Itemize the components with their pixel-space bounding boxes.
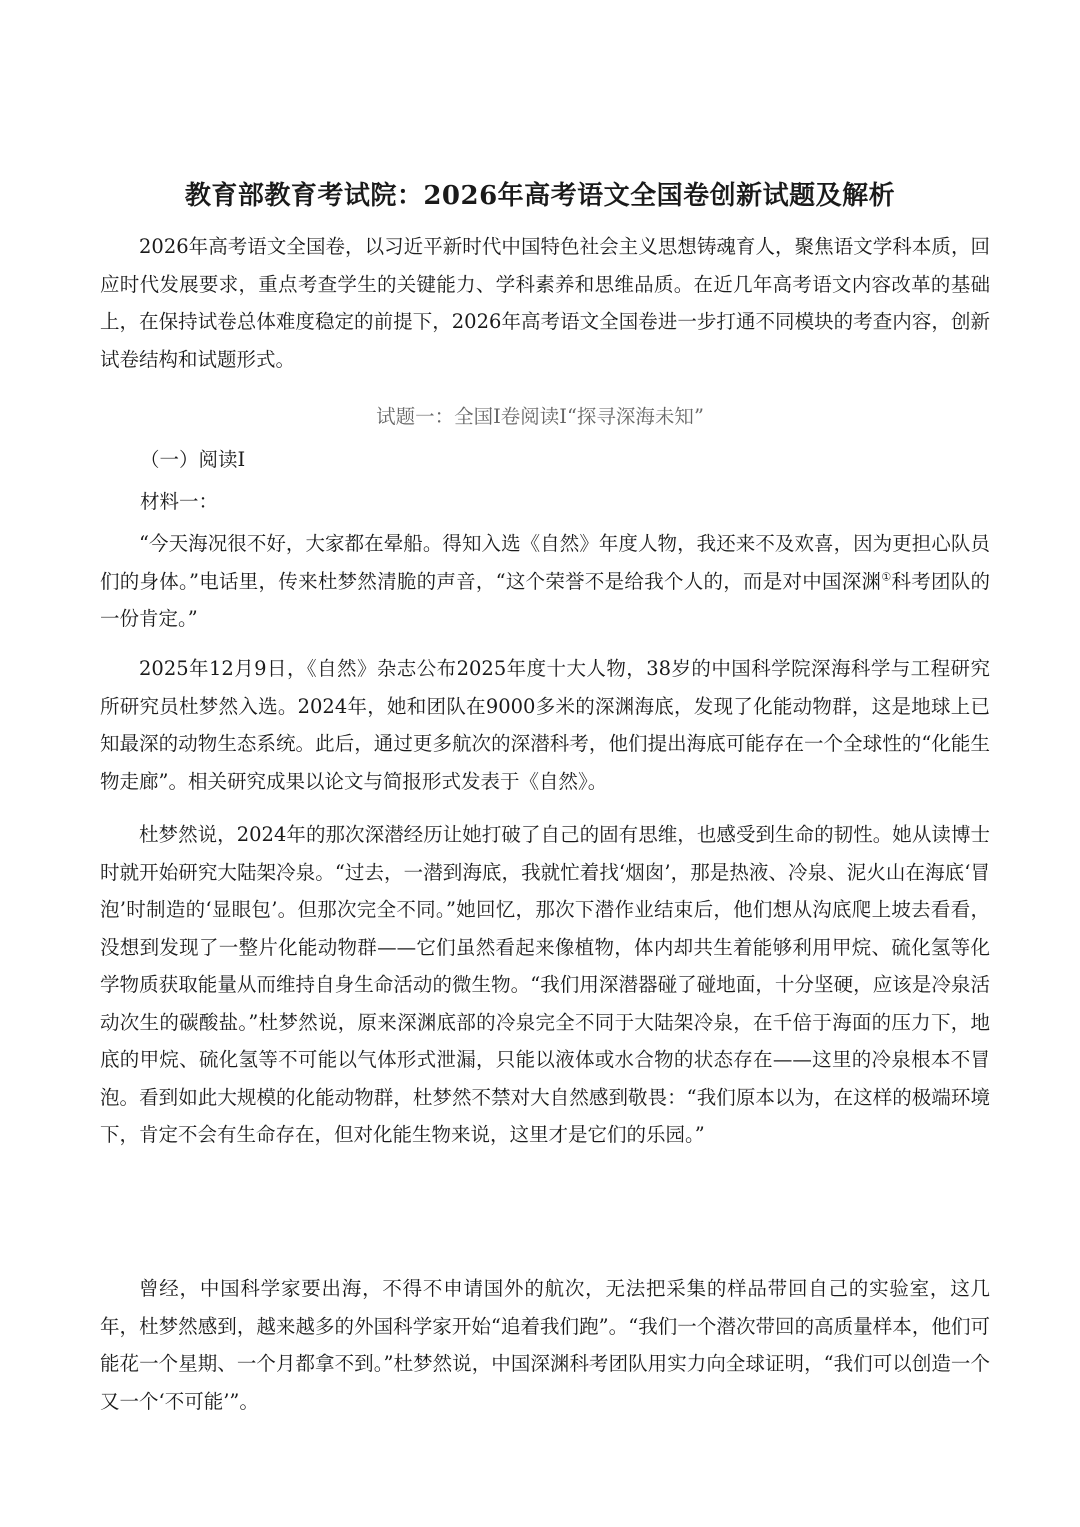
question-subtitle: 试题一：全国Ⅰ卷阅读Ⅰ“探寻深海未知” <box>376 405 704 428</box>
document-title: 教育部教育考试院：2026年高考语文全国卷创新试题及解析 <box>184 181 896 211</box>
paragraph-3: 杜梦然说，2024年的那次深潜经历让她打破了自己的固有思维，也感受到生命的韧性。她从读博士时就开始研究大陆架冷泉。“过去，一潜到海底，我就忙着找‘烟囱’，那是热液、冷泉、泥火山在海底‘冒泡’时制造的‘显眼包’。但那次完全不同。”她回忆，那次下潜作业结束后，他们想从沟底爬上坡去看看，没想到发现了一整片化能动物群——它们虽然看起来像植物，体内却共生着能够利用甲烷、硫化氢等化学物质获取能量从而维持自身生命活动的微生物。“我们用深潜器碰了碰地面，十分坚硬，应该是冷泉活动次生的碳酸盐。”杜梦然说，原来深渊底部的冷泉完全不同于大陆架冷泉，在千倍于海面的压力下，地底的甲烷、硫化氢等不可能以气体形式泄漏，只能以液体或水合物的状态存在——这里的冷泉根本不冒泡。看到如此大规模的化能动物群，杜梦然不禁对大自然感到敬畏：“我们原本以为，在这样的极端环境下，肯定不会有生命存在，但对化能生物来说，这里才是它们的乐园。” <box>100 823 990 1146</box>
paragraph-4: 曾经，中国科学家要出海，不得不申请国外的航次，无法把采集的样品带回自己的实验室，这几年，杜梦然感到，越来越多的外国科学家开始“追着我们跑”。“我们一个潜次带回的高质量样本，他们可能花一个星期、一个月都拿不到。”杜梦然说，中国深渊科考团队用实力向全球证明，“我们可以创造一个又一个‘不可能’”。 <box>100 1277 990 1413</box>
material-label: 材料一： <box>140 490 219 513</box>
footnote-mark: ① <box>881 570 892 583</box>
paragraph-1-part-2: 科考团队的一份肯定。” <box>100 569 990 630</box>
paragraph-2: 2025年12月9日，《自然》杂志公布2025年度十大人物，38岁的中国科学院深海科学与工程研究所研究员杜梦然入选。2024年，她和团队在9000多米的深渊海底，发现了化能动物群，这是地球上已知最深的动物生态系统。此后，通过更多航次的深潜科考，他们提出海底可能存在一个全球性的“化能生物走廊”。相关研究成果以论文与简报形式发表于《自然》。 <box>100 657 990 793</box>
section-label: （一）阅读Ⅰ <box>140 448 246 471</box>
paragraph-1 <box>100 525 990 638</box>
intro-paragraph: 2026年高考语文全国卷，以习近平新时代中国特色社会主义思想铸魂育人，聚焦语文学科本质，回应时代发展要求，重点考查学生的关键能力、学科素养和思维品质。在近几年高考语文内容改革的基础上，在保持试卷总体难度稳定的前提下，2026年高考语文全国卷进一步打通不同模块的考查内容，创新试卷结构和试题形式。 <box>100 235 990 371</box>
paragraph-1-part-1: “今天海况很不好，大家都在晕船。得知入选《自然》年度人物，我还来不及欢喜，因为更担心队员们的身体。”电话里，传来杜梦然清脆的声音，“这个荣誉不是给我个人的，而是对中国深渊 <box>100 532 990 593</box>
